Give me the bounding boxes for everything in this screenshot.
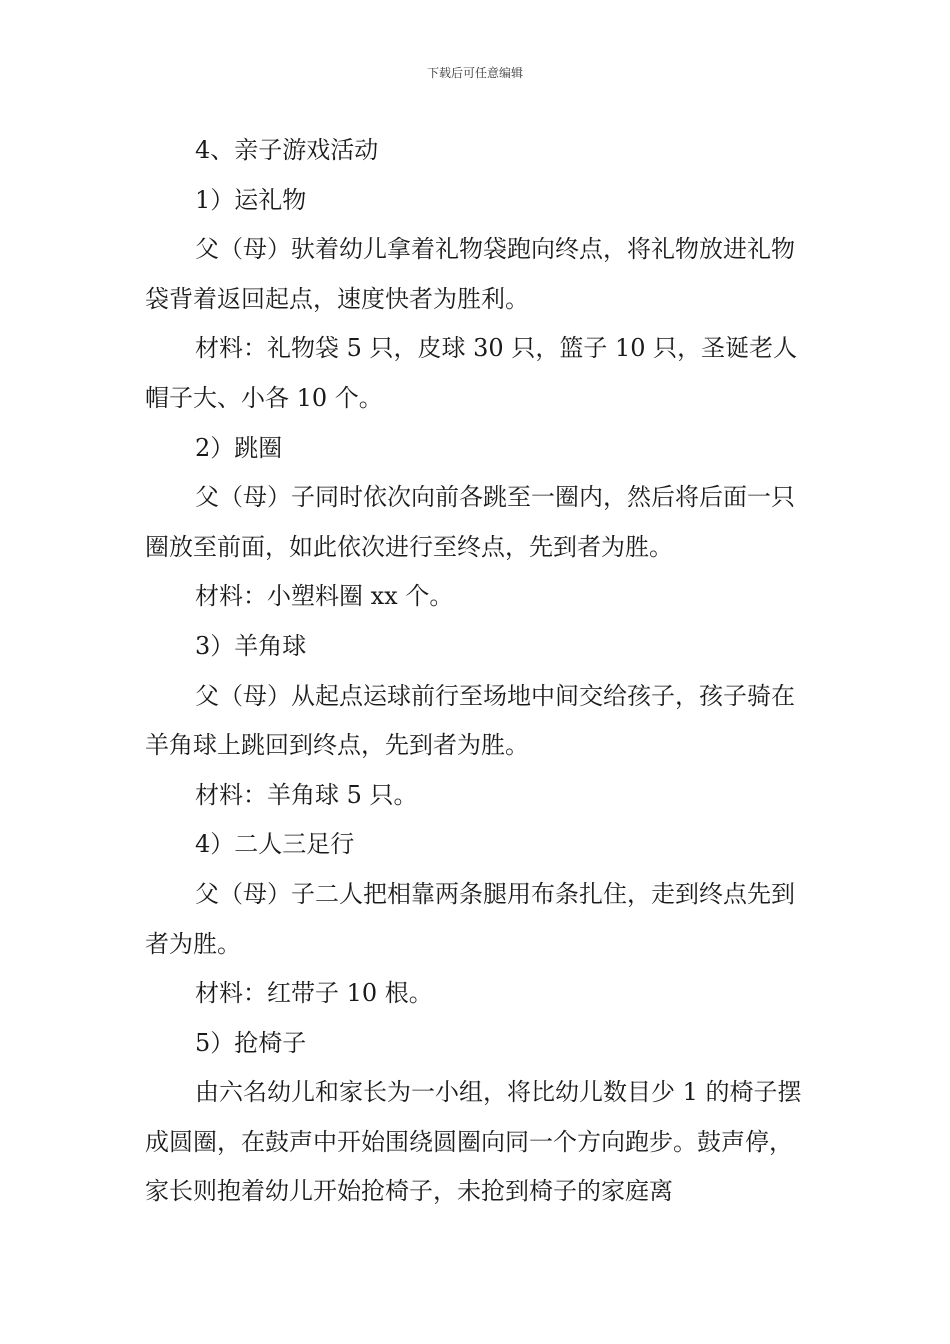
game-materials: 材料：羊角球 5 只。 (195, 780, 418, 809)
section-heading: 4、亲子游戏活动 (195, 136, 379, 164)
game-title: 2）跳圈 (195, 433, 283, 462)
game-title: 4）二人三足行 (195, 830, 355, 859)
game-materials: 材料：红带子 10 根。 (195, 979, 433, 1008)
game-description: 由六名幼儿和家长为一小组，将比幼儿数目少 1 的椅子摆成圆圈，在鼓声中开始围绕圆圈向同一个方向跑步。鼓声停，家长则抱着幼儿开始抢椅子，未抢到椅子的家庭离 (145, 1078, 802, 1206)
game-materials: 材料：小塑料圈 xx 个。 (195, 582, 454, 611)
game-title: 3）羊角球 (195, 631, 307, 660)
game-description: 父（母）子同时依次向前各跳至一圈内，然后将后面一只圈放至前面，如此依次进行至终点，先到者为胜。 (145, 483, 795, 561)
game-materials: 材料：礼物袋 5 只，皮球 30 只，篮子 10 只，圣诞老人帽子大、小各 10 个。 (145, 334, 798, 412)
game-description: 父（母）从起点运球前行至场地中间交给孩子，孩子骑在羊角球上跳回到终点，先到者为胜。 (145, 681, 795, 760)
document-body (145, 126, 807, 1217)
game-description: 父（母）子二人把相靠两条腿用布条扎住，走到终点先到者为胜。 (145, 879, 795, 958)
page-header: 下载后可任意编辑 (426, 66, 523, 80)
game-description: 父（母）驮着幼儿拿着礼物袋跑向终点，将礼物放进礼物袋背着返回起点，速度快者为胜利。 (145, 235, 795, 313)
game-title: 5）抢椅子 (195, 1028, 307, 1057)
game-title: 1）运礼物 (195, 185, 307, 214)
